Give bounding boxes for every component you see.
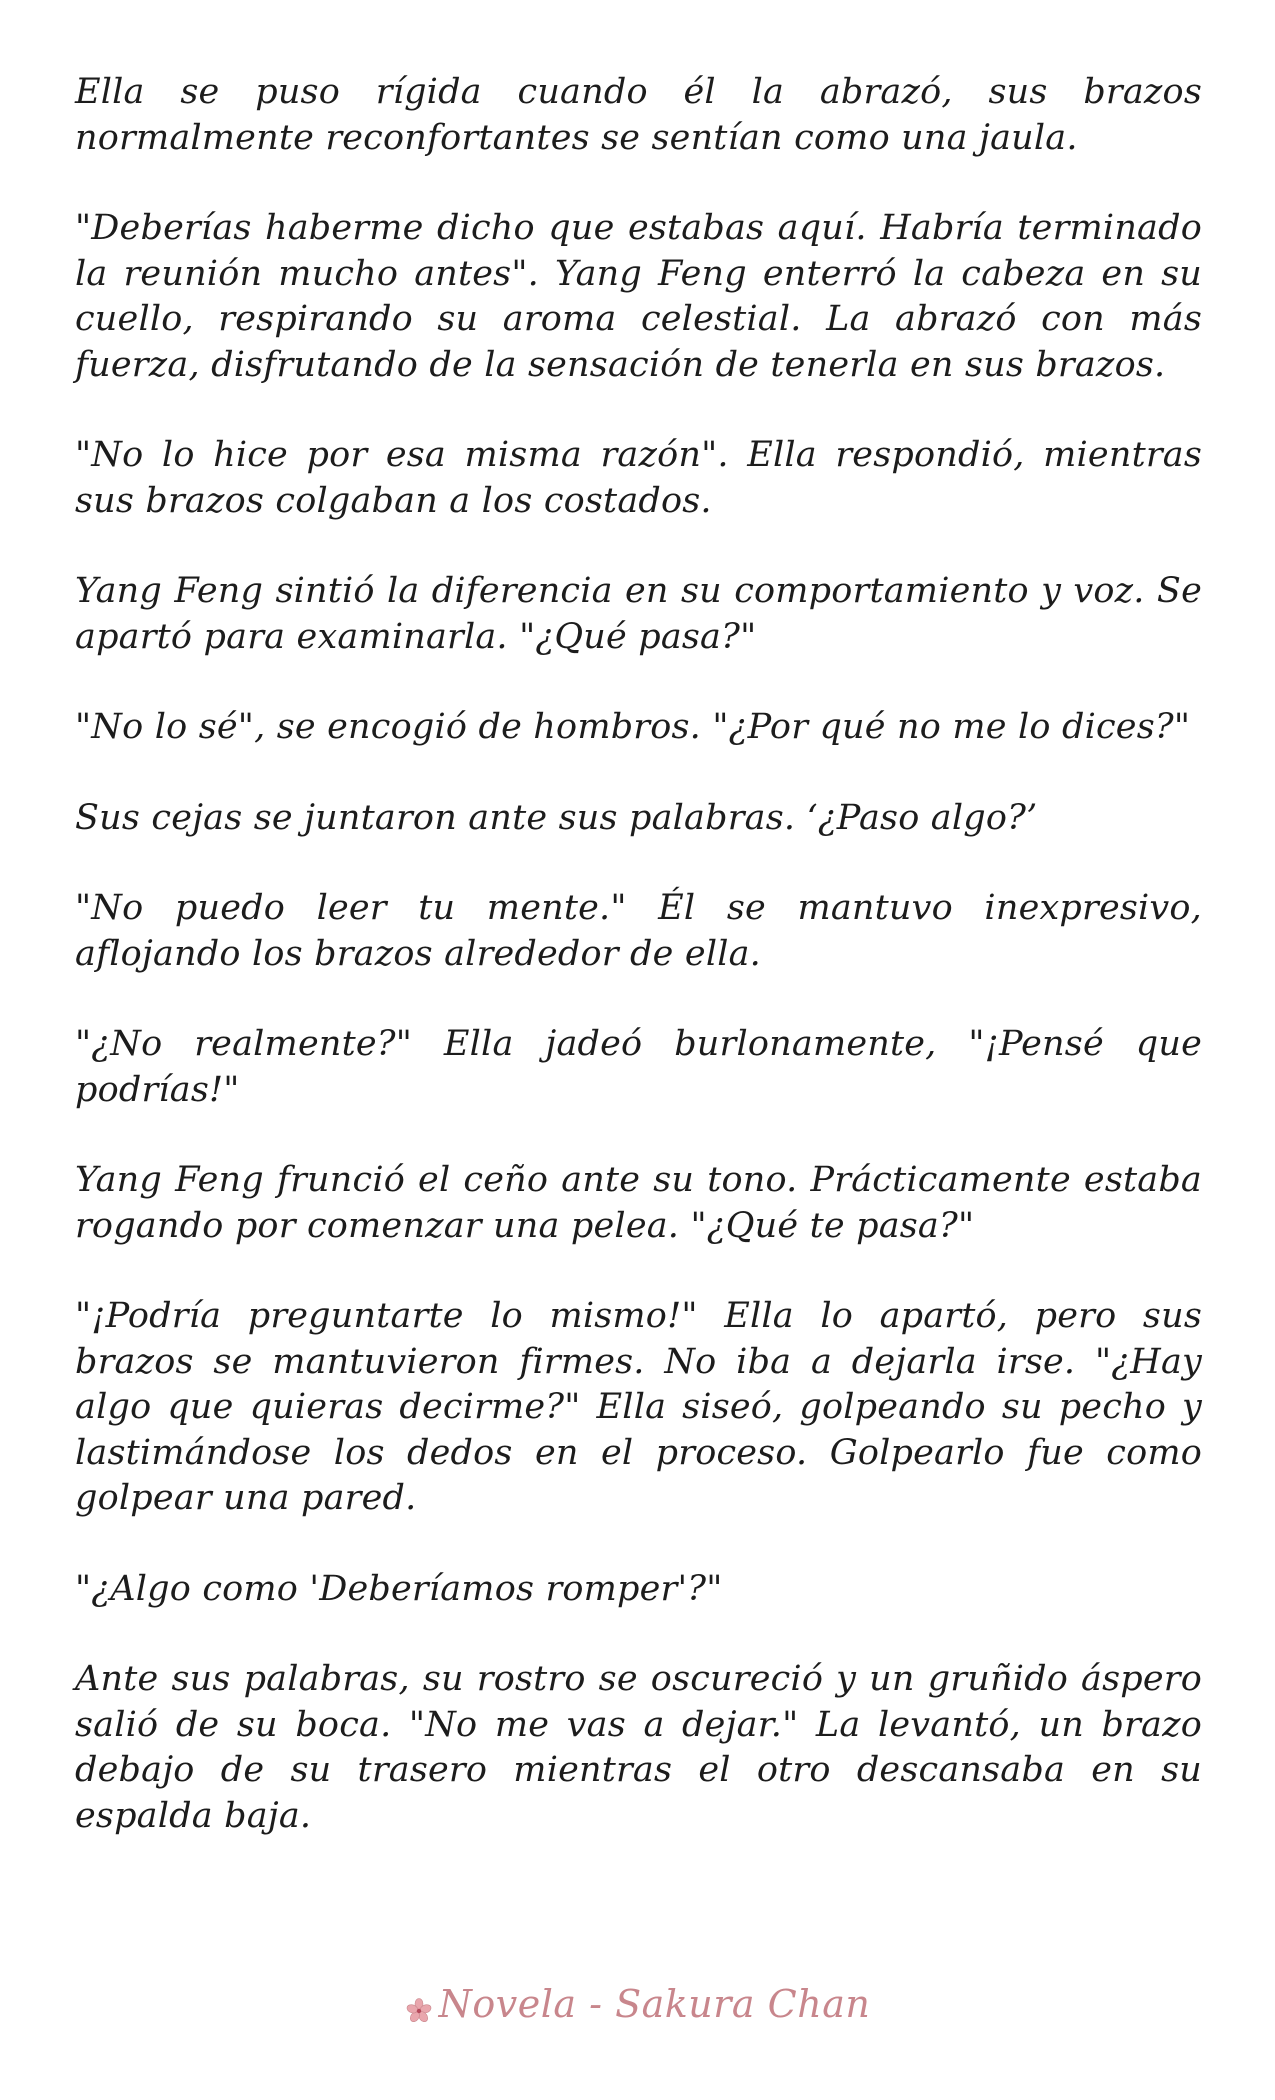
paragraph-3: "No lo hice por esa misma razón". Ella respondió, mientras sus brazos colgaban a los costados. <box>75 435 1202 521</box>
paragraph-11: "¿Algo como 'Deberíamos romper'?" <box>75 1568 723 1609</box>
watermark <box>0 1982 1275 2026</box>
paragraph-7: "No puedo leer tu mente." Él se mantuvo inexpresivo, aflojando los brazos alrededor de ella. <box>75 888 1202 974</box>
paragraph-9: Yang Feng frunció el ceño ante su tono. Prácticamente estaba rogando por comenzar una pelea. "¿Qué te pasa?" <box>75 1160 1202 1246</box>
paragraph-10: "¡Podría preguntarte lo mismo!" Ella lo apartó, pero sus brazos se mantuvieron firmes. No iba a dejarla irse. "¿Hay algo que quieras decirme?" Ella siseó, golpeando su pecho y lastimándose los dedos en el proceso. Golpearlo fue como golpear una pared. <box>75 1296 1202 1518</box>
story-text <box>75 70 1202 1884</box>
paragraph-6: Sus cejas se juntaron ante sus palabras. ‘¿Paso algo?’ <box>75 797 1038 838</box>
paragraph-5: "No lo sé", se encogió de hombros. "¿Por qué no me lo dices?" <box>75 707 1191 747</box>
paragraph-1: Ella se puso rígida cuando él la abrazó, sus brazos normalmente reconfortantes se sentían como una jaula. <box>75 72 1202 158</box>
watermark-text: Novela - Sakura Chan <box>438 1982 871 2026</box>
sakura-flower-icon <box>405 1990 433 2018</box>
paragraph-12: Ante sus palabras, su rostro se oscureció y un gruñido áspero salió de su boca. "No me vas a dejar." La levantó, un brazo debajo de su trasero mientras el otro descansaba en su espalda baja. <box>75 1659 1202 1836</box>
paragraph-8: "¿No realmente?" Ella jadeó burlonamente, "¡Pensé que podrías!" <box>75 1024 1202 1110</box>
paragraph-4: Yang Feng sintió la diferencia en su comportamiento y voz. Se apartó para examinarla. "¿Qué pasa?" <box>75 571 1202 657</box>
paragraph-2: "Deberías haberme dicho que estabas aquí. Habría terminado la reunión mucho antes". Yang Feng enterró la cabeza en su cuello, respirando su aroma celestial. La abrazó con más fuerza, disfrutando de la sensación de tenerla en sus brazos. <box>75 208 1202 385</box>
